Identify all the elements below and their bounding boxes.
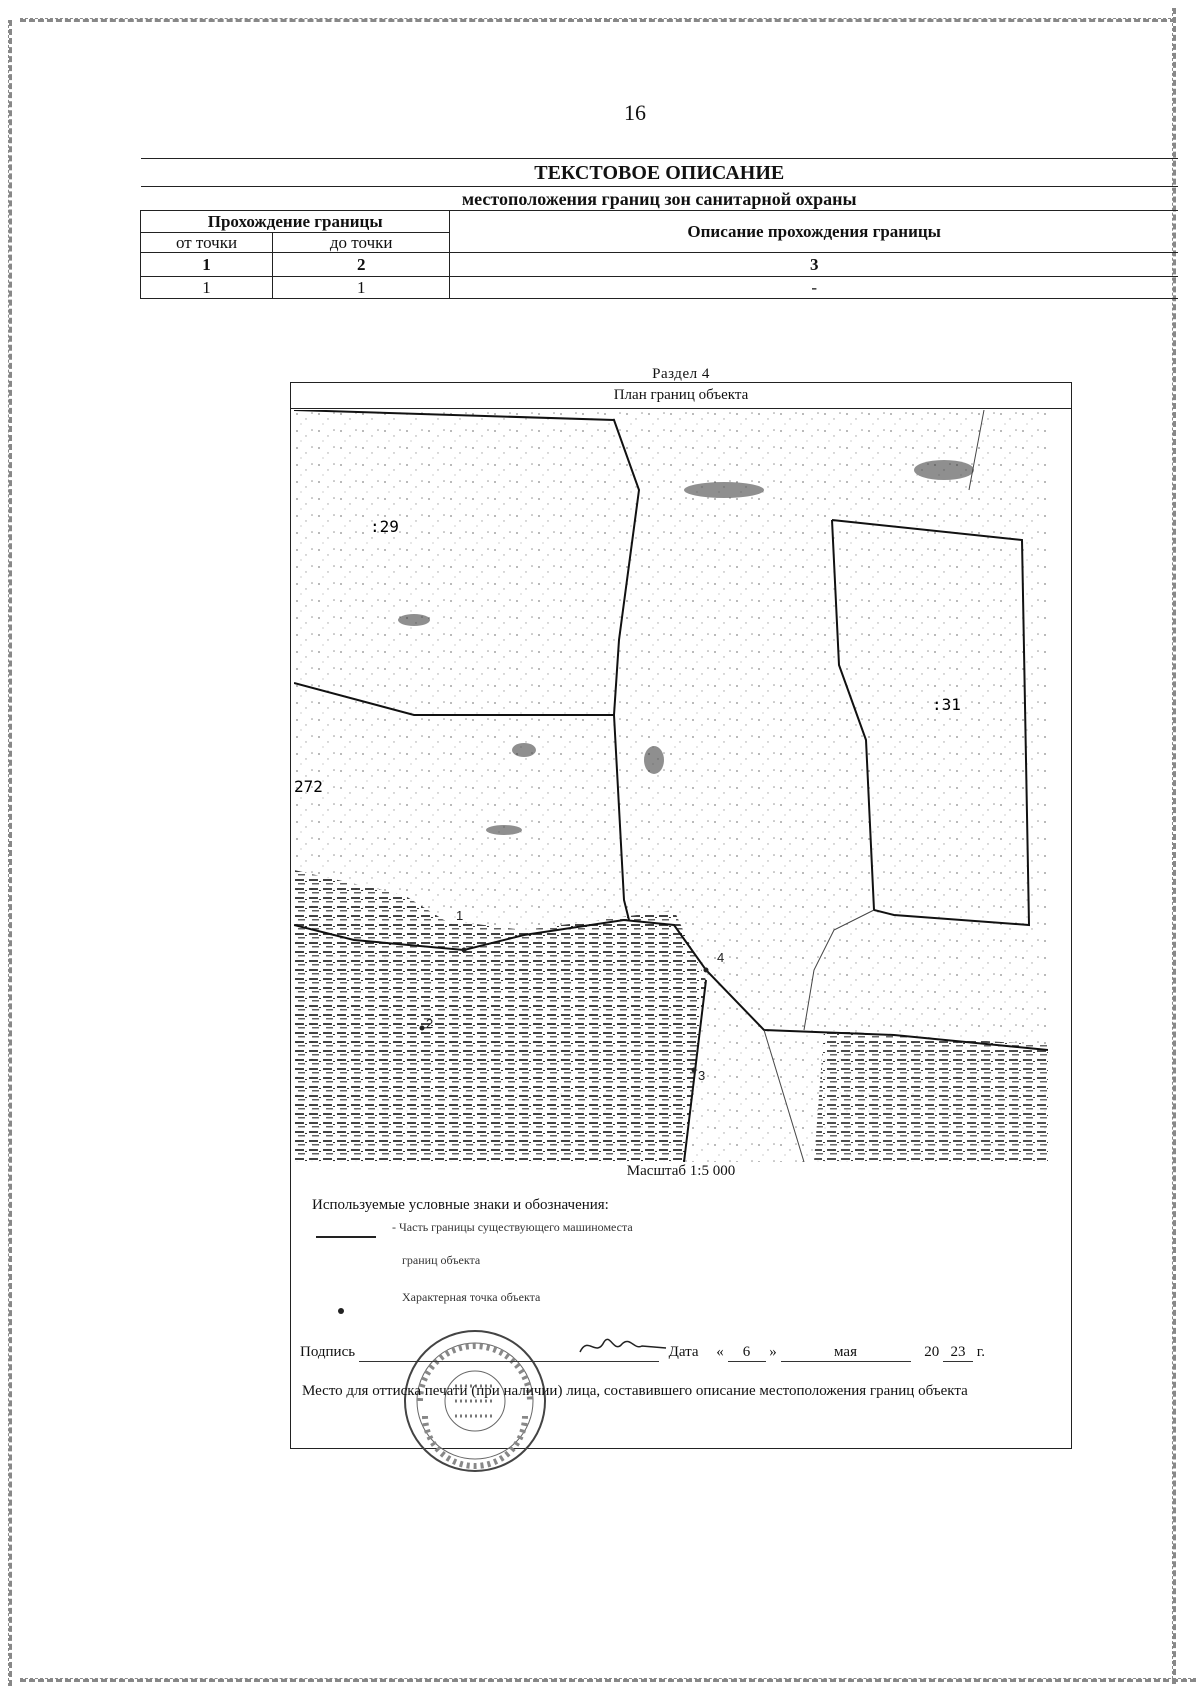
table-row — [141, 277, 1179, 299]
table-subtitle: местоположения границ зон санитарной охраны — [141, 187, 1179, 211]
parcel-label-272: 272 — [294, 777, 323, 796]
legend-item-1: - Часть границы существующего машиноместа — [392, 1220, 633, 1234]
signature-field — [359, 1344, 659, 1362]
point-4-marker — [704, 968, 709, 973]
col-to-header: до точки — [273, 233, 450, 253]
date-month: мая — [781, 1344, 911, 1362]
date-day: 6 — [728, 1344, 766, 1362]
parcel-label-31: :31 — [932, 695, 961, 714]
point-3-label: 3 — [698, 1068, 706, 1083]
page-border-top — [20, 18, 1176, 22]
boundary-map — [294, 410, 1048, 1162]
boundary-description-table — [140, 158, 1178, 299]
date-label: Дата — [668, 1344, 699, 1360]
point-3-marker — [692, 1068, 697, 1073]
section-title: Раздел 4 — [652, 366, 710, 382]
point-1-label: 1 — [456, 908, 464, 923]
point-1-marker — [462, 948, 467, 953]
col-num-3: 3 — [450, 253, 1178, 277]
col-desc-header: Описание прохождения границы — [450, 211, 1178, 253]
page-number: 16 — [624, 100, 646, 125]
legend-line-symbol — [316, 1236, 376, 1238]
page-border-bottom — [20, 1678, 1196, 1682]
parcel-label-29: :29 — [370, 517, 399, 536]
signature-label: Подпись — [300, 1344, 356, 1360]
stamp-place-text: Место для оттиска печати (при наличии) лица, составившего описание местоположения границ объекта — [302, 1383, 968, 1399]
legend-heading: Используемые условные знаки и обозначения: — [312, 1197, 609, 1213]
col-num-2: 2 — [273, 253, 450, 277]
row-from: 1 — [141, 277, 273, 299]
dark-zone-right — [814, 1030, 1048, 1162]
legend-point-symbol — [338, 1308, 344, 1314]
point-2-label: 2 — [426, 1016, 434, 1031]
col-from-header: от точки — [141, 233, 273, 253]
page-border-left — [8, 20, 12, 1686]
legend-item-3: Характерная точка объекта — [402, 1290, 541, 1304]
col-group-header: Прохождение границы — [141, 211, 450, 233]
row-desc: - — [450, 277, 1178, 299]
plan-title: План границ объекта — [291, 384, 1071, 409]
point-4-label: 4 — [717, 950, 725, 965]
col-num-1: 1 — [141, 253, 273, 277]
point-2-marker — [420, 1026, 425, 1031]
date-year-suffix: 23 — [943, 1344, 973, 1362]
legend-item-2: границ объекта — [402, 1253, 481, 1267]
row-to: 1 — [273, 277, 450, 299]
table-title: ТЕКСТОВОЕ ОПИСАНИЕ — [141, 159, 1179, 187]
signature-line — [300, 1344, 1060, 1362]
map-scale: Масштаб 1:5 000 — [626, 1163, 736, 1179]
date-quote-open: « — [716, 1344, 724, 1360]
date-year-unit: г. — [976, 1344, 985, 1360]
date-year-prefix: 20 — [924, 1344, 940, 1360]
date-quote-close: » — [769, 1344, 777, 1360]
